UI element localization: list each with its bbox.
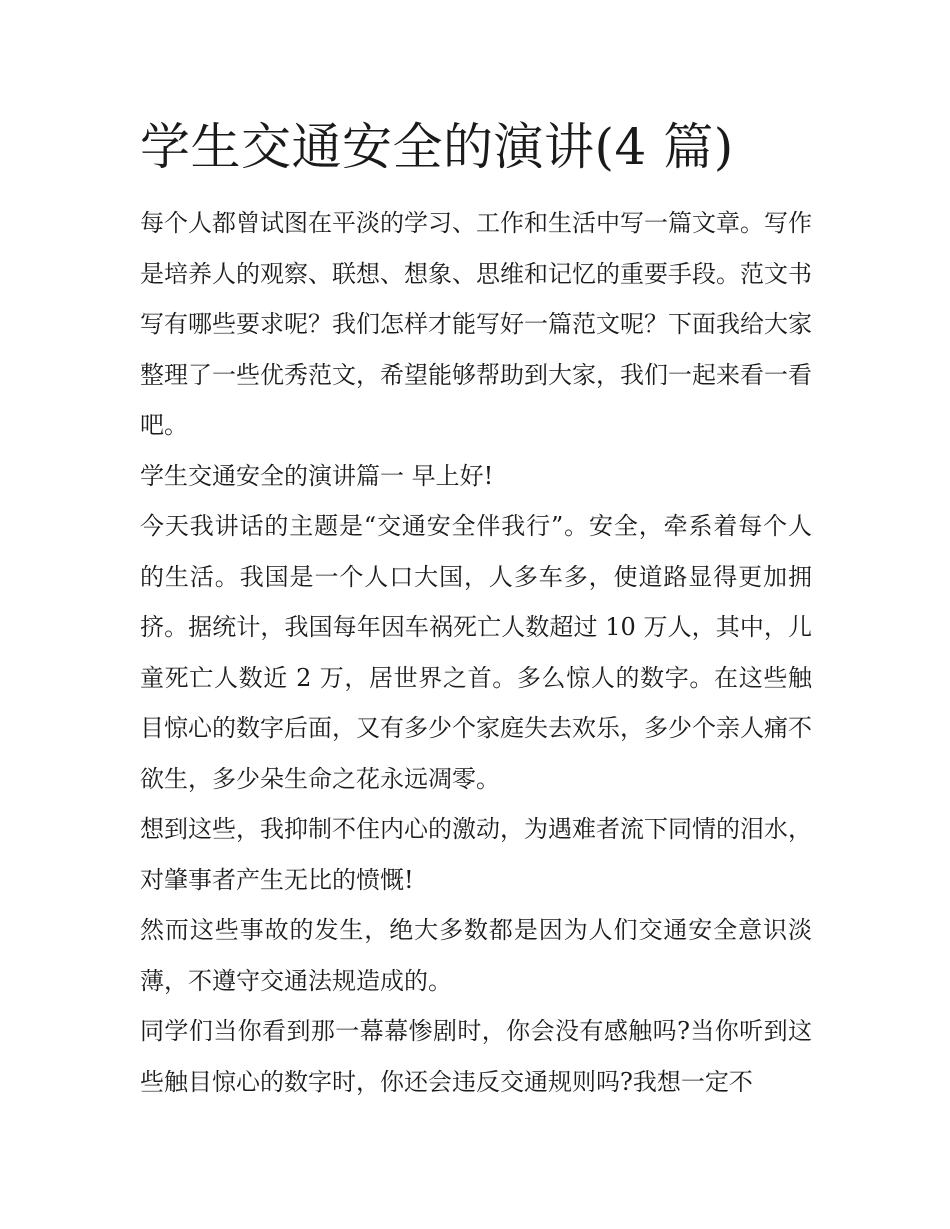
paragraph-theme: 今天我讲话的主题是“交通安全伴我行”。安全，牵系着每个人的生活。我国是一个人口大国，人多车多，使道路显得更加拥挤。据统计，我国每年因车祸死亡人数超过 10 万人，其中，儿童死亡人数近 2 万，居世界之首。多么惊人的数字。在这些触目惊心的数字后面，又有多少个家庭失去欢乐，多少个亲人痛不欲生，多少朵生命之花永远凋零。: [140, 512, 812, 793]
paragraph-emotion: 想到这些，我抑制不住内心的激动，为遇难者流下同情的泪水，对肇事者产生无比的愤慨!: [140, 815, 812, 894]
document-title: 学生交通安全的演讲(4 篇): [140, 118, 734, 176]
paragraph-intro: 每个人都曾试图在平淡的学习、工作和生活中写一篇文章。写作是培养人的观察、联想、想象、思维和记忆的重要手段。范文书写有哪些要求呢？我们怎样才能写好一篇范文呢？下面我给大家整理了一些优秀范文，希望能够帮助到大家，我们一起来看一看吧。: [140, 209, 812, 439]
document-body: [140, 198, 812, 1107]
paragraph-question: 同学们当你看到那一幕幕惨剧时，你会没有感触吗?当你听到这些触目惊心的数字时，你还会违反交通规则吗?我想一定不: [140, 1017, 812, 1096]
paragraph-section-heading: 学生交通安全的演讲篇一 早上好!: [140, 461, 494, 490]
paragraph-cause: 然而这些事故的发生，绝大多数都是因为人们交通安全意识淡薄，不遵守交通法规造成的。: [140, 916, 812, 995]
